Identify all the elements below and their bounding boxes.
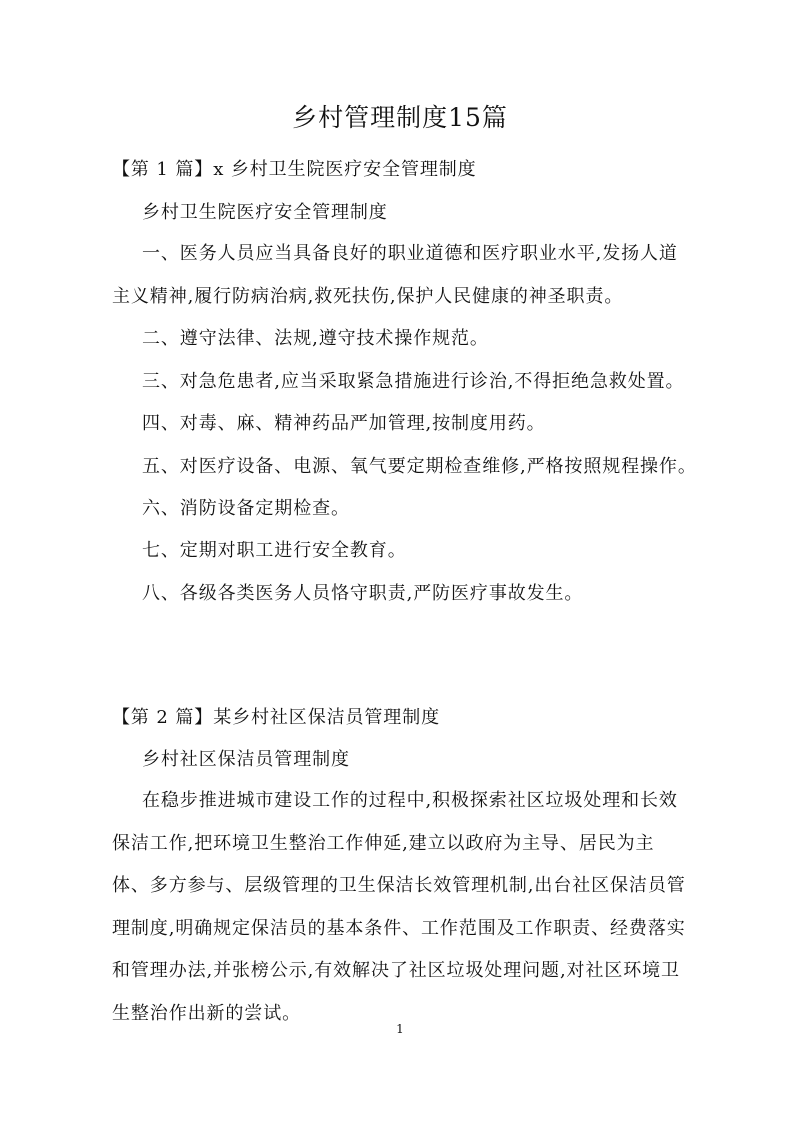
section-1-item-4: 四、对毒、麻、精神药品严加管理,按制度用药。 bbox=[142, 413, 546, 434]
document-title: 乡村管理制度15篇 bbox=[292, 103, 508, 132]
section-1-heading: 【第 1 篇】x 乡村卫生院医疗安全管理制度 bbox=[112, 159, 477, 180]
section-2-subtitle: 乡村社区保洁员管理制度 bbox=[142, 749, 350, 770]
section-1-item-2: 二、遵守法律、法规,遵守技术操作规范。 bbox=[142, 328, 489, 349]
section-1-item-3: 三、对急危患者,应当采取紧急措施进行诊治,不得拒绝急救处置。 bbox=[142, 371, 685, 392]
section-1-item-6: 六、消防设备定期检查。 bbox=[142, 498, 350, 519]
section-1-item-5: 五、对医疗设备、电源、氧气要定期检查维修,严格按照规程操作。 bbox=[142, 456, 697, 477]
section-1-item-1: 一、医务人员应当具备良好的职业道德和医疗职业水平,发扬人道主义精神,履行防病治病,救死扶伤,保护人民健康的神圣职责。 bbox=[112, 243, 678, 307]
section-2-heading: 【第 2 篇】某乡村社区保洁员管理制度 bbox=[112, 707, 440, 728]
section-2-body: 在稳步推进城市建设工作的过程中,积极探索社区垃圾处理和长效保洁工作,把环境卫生整治工作伸延,建立以政府为主导、居民为主体、多方参与、层级管理的卫生保洁长效管理机制,出台社区保洁员管理制度,明确规定保洁员的基本条件、工作范围及工作职责、经费落实和管理办法,并张榜公示,有效解决了社区垃圾处理问题,对社区环境卫生整治作出新的尝试。 bbox=[112, 790, 686, 1024]
section-1-subtitle: 乡村卫生院医疗安全管理制度 bbox=[142, 202, 388, 223]
page-number: 1 bbox=[396, 1022, 404, 1036]
section-1-item-8: 八、各级各类医务人员恪守职责,严防医疗事故发生。 bbox=[142, 583, 584, 604]
section-1-item-7: 七、定期对职工进行安全教育。 bbox=[142, 540, 407, 561]
